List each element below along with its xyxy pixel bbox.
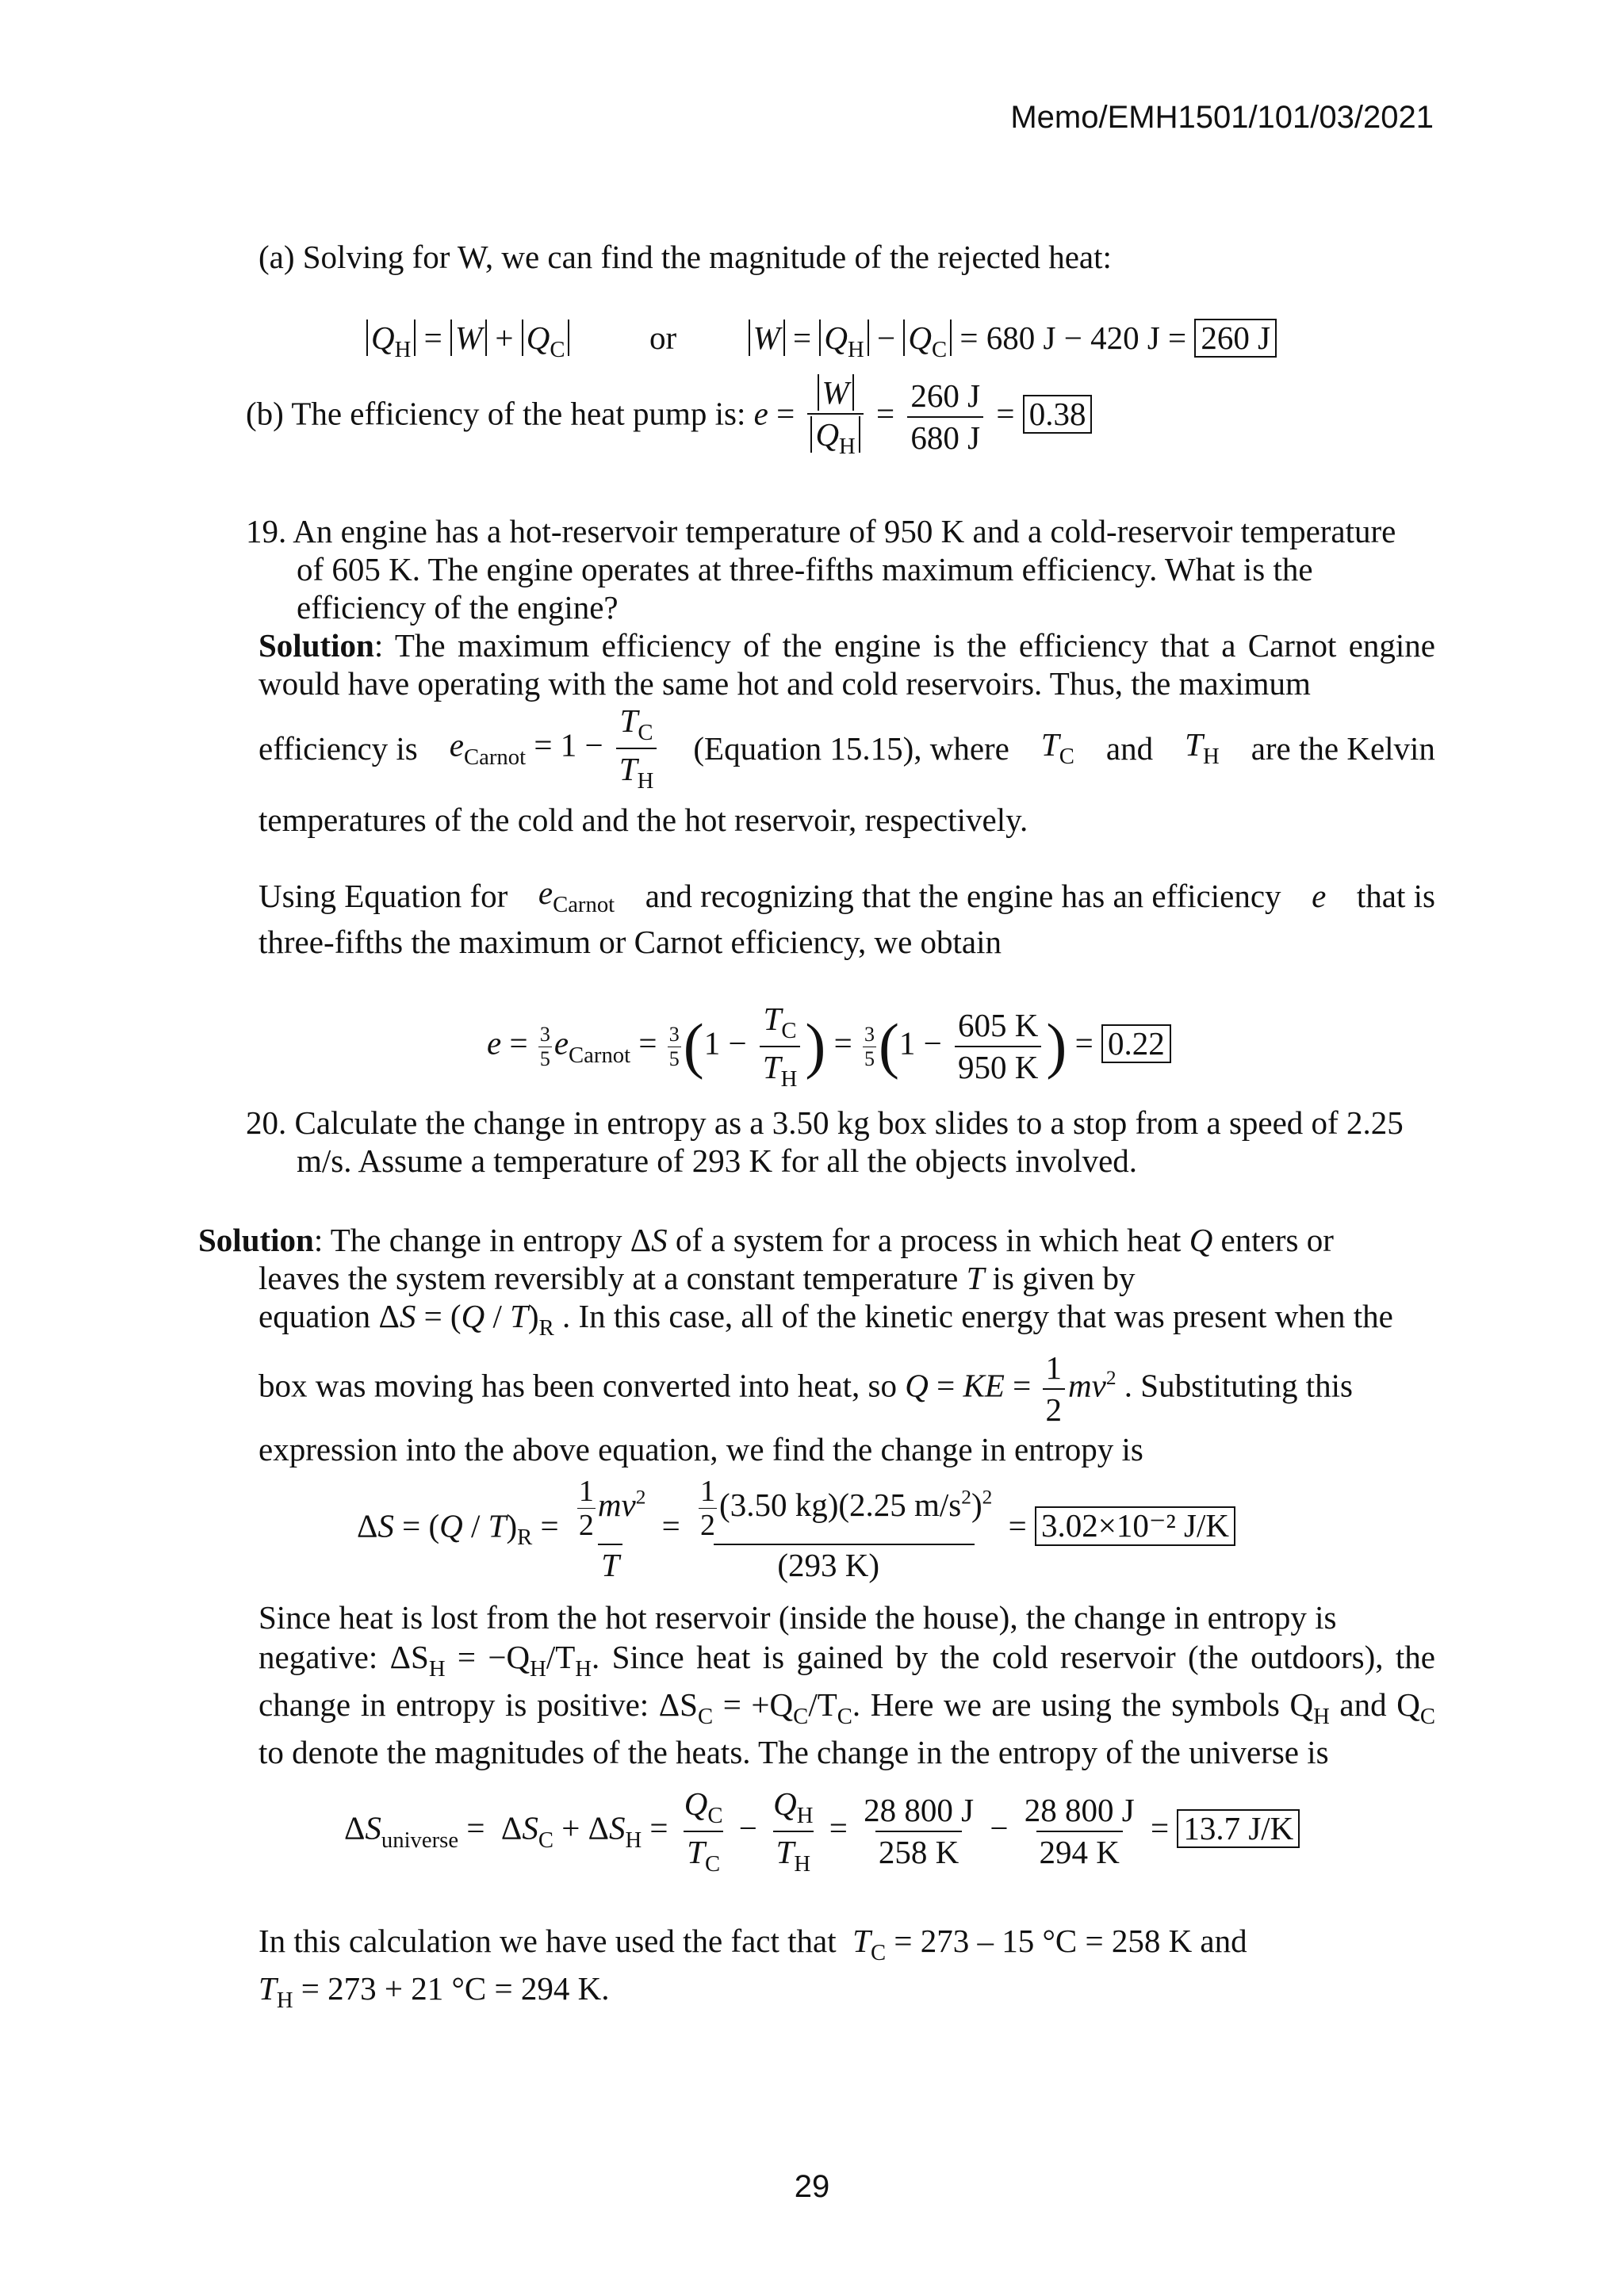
q19-temps-line: temperatures of the cold and the hot reservoir, respectively. [259,802,1028,838]
q20-answer-box: 3.02×10⁻² J/K [1035,1506,1235,1545]
solution-label: Solution [259,627,374,664]
temperature-value: (293 K) [714,1544,975,1582]
q20-solution-line1: Solution: The change in entropy ΔS of a system for a process in which heat Q enters or [198,1222,1334,1258]
q20-line2: m/s. Assume a temperature of 293 K for all the objects involved. [297,1142,1138,1179]
entropy-text-3d: . Here we are using the symbols Q [852,1686,1314,1723]
part-b-numerator: 260 J [910,377,981,415]
q19-line3: efficiency of the engine? [297,589,619,626]
entropy-text-2a: negative: ΔS [259,1639,429,1675]
universe-entropy-equation: $\Delta S_{universe} = \Delta S_C + \Delta S_H$ = $\frac{Q_C}{T_C}$ − $\frac{Q_H}{T_H}$ = $\frac{28 800 J}{258 K}$ − $\frac{28 800 J}{294 K}$ = 13.7 J/K [344,1787,1300,1876]
part-a-intro: (a) Solving for W, we can find the magnitude of the rejected heat: [259,239,1112,275]
using-text-2: and recognizing that the engine has an efficiency [645,878,1281,915]
q19-using-line: Using Equation for $e_{Carnot}$ and recognizing that the engine has an efficiency e that is [259,874,1435,918]
using-text-3: that is [1356,878,1435,915]
final-text-1: In this calculation we have used the fact that [259,1923,837,1959]
q20-text-2b: is given by [984,1260,1136,1296]
and-text: and [1105,729,1154,767]
q19-using-line2: three-fifths the maximum or Carnot efficiency, we obtain [259,924,1002,960]
part-b-equation: (b) The efficiency of the heat pump is: e = $\frac{W}{Q_H}$ = $\frac{260 J}{680 J}$ = 0.38 [246,376,1092,458]
document-header: Memo/EMH1501/101/03/2021 [1010,100,1434,135]
entropy-text-3a: change in entropy is positive: ΔS [259,1686,698,1723]
mass-value: (3.50 kg) [719,1486,839,1523]
q19-solution [259,626,1435,702]
part-b-intro: (b) The efficiency of the heat pump is: [246,395,746,432]
part-a-values: = 680 J − 420 J = [959,320,1187,356]
part-b-answer-box: 0.38 [1023,395,1093,434]
part-b-denominator: 680 J [907,416,983,455]
using-text-1: Using Equation for [259,878,508,915]
final-text-1b: = 273 – 15 °C = 258 K and [894,1923,1247,1959]
q19-result-equation: e = $\frac{3}{5}$ $e_{Carnot}$ = $\frac{3}{5}$ (1 − $\frac{T_C}{T_H}$ ) = $\frac{3}{5}$ (1 − $\frac{605 K}{950 K}$ ) = 0.22 [487,1002,1171,1091]
numerator-1: 28 800 J [864,1792,975,1829]
q19-line1: 19. An engine has a hot-reservoir temperature of 950 K and a cold-reservoir temperature [246,513,1396,549]
part-a-answer-box: 260 J [1194,319,1277,358]
q20-solution-line3: equation $\Delta S = (Q / T)_R$ . In this case, all of the kinetic energy that was present when the [259,1298,1393,1341]
q20-entropy-equation: $\Delta S = (Q / T)_R$ = $\frac{1}{2}$ $mv^2$ T = $\frac{1}{2}$ (3.50 kg)(2.25 $m/s^2)^2$ (293 K) = 3.02×10⁻² J/K [357,1476,1235,1582]
q19-answer-box: 0.22 [1101,1024,1171,1063]
are-kelvin-text: are the Kelvin [1251,729,1435,767]
q19-carnot-line: efficiency is $e_{Carnot} = 1$ − $\frac{T_C}{T_H}$ (Equation 15.15), where $T_C$ and $T_H$ are the Kelvin [259,702,1435,794]
or-text: or [649,320,677,356]
final-line2: $T_H = 273 + 21$ °C = 294 K. [259,1970,610,2014]
denominator-1: 258 K [875,1831,962,1869]
q20-text-3a: equation [259,1298,371,1334]
q20-text-1c: enters or [1212,1222,1334,1258]
entropy-text-3e: and Q [1329,1686,1420,1723]
q20-solution-line5: expression into the above equation, we find the change in entropy is [259,1431,1143,1468]
q19-line2: of 605 K. The engine operates at three-fifths maximum efficiency. What is the [297,551,1313,587]
q20-text-4a: box was moving has been converted into heat, so [259,1367,898,1404]
entropy-line2: negative: $\Delta S_H = -Q_H/T_H$. Since heat is gained by the cold reservoir (the outdoors), the [259,1639,1436,1682]
numerator-605: 605 K [958,1007,1039,1044]
speed-value: (2.25 m/s [838,1486,962,1523]
q20-line1: 20. Calculate the change in entropy as a 3.50 kg box slides to a stop from a speed of 2.25 [246,1104,1404,1141]
entropy-text-2d: . Since heat is gained by the cold reservoir (the outdoors), the [592,1639,1436,1675]
part-a-equation: $Q_H = W + Q_C$ or $W = Q_H - Q_C = 680$ J − 420 J = 260 J [366,319,1277,362]
numerator-2: 28 800 J [1024,1792,1135,1829]
page-number: 29 [794,2169,830,2204]
entropy-line3: change in entropy is positive: $\Delta S_C = +Q_C/T_C$. Here we are using the symbols $Q_H$ and $Q_C$ [259,1686,1435,1730]
efficiency-is-text: efficiency is [259,729,418,767]
denominator-2: 294 K [1036,1831,1123,1869]
q20-text-3b: . In this case, all of the kinetic energy that was present when the [561,1298,1393,1334]
q20-solution-line4: box was moving has been converted into heat, so Q = KE = $\frac{1}{2}$ $mv^2$ . Substituting this [259,1349,1353,1429]
equation-reference: (Equation 15.15), where [693,729,1009,767]
q20-text-4b: . Substituting this [1124,1367,1353,1404]
final-text-2: = 273 + 21 °C = 294 K. [301,1970,610,2007]
universe-answer-box: 13.7 J/K [1177,1809,1300,1848]
entropy-text-2c: /T [546,1639,576,1675]
q19-solution-text: : The maximum efficiency of the engine is the efficiency that a Carnot engine would have operating with the same hot and cold reservoirs. Thus, the maximum [259,627,1435,702]
denominator-950: 950 K [955,1046,1041,1085]
entropy-line4: to denote the magnitudes of the heats. The change in the entropy of the universe is [259,1734,1329,1770]
entropy-text-3b: = +Q [713,1686,794,1723]
q20-solution-line2: leaves the system reversibly at a constant temperature T is given by [259,1260,1136,1296]
q20-solution-label: Solution [198,1222,314,1258]
q20-text-1a: : The change in entropy Δ [313,1222,652,1258]
entropy-text-3c: /T [808,1686,837,1723]
entropy-line1: Since heat is lost from the hot reservoir (inside the house), the change in entropy is [259,1599,1337,1636]
q20-text-1b: of a system for a process in which heat [667,1222,1189,1258]
entropy-text-2b: = −Q [445,1639,530,1675]
q20-text-2a: leaves the system reversibly at a constant temperature [259,1260,967,1296]
final-line1: In this calculation we have used the fact that $T_C = 273 - 15$ °C = 258 K and [259,1923,1247,1966]
